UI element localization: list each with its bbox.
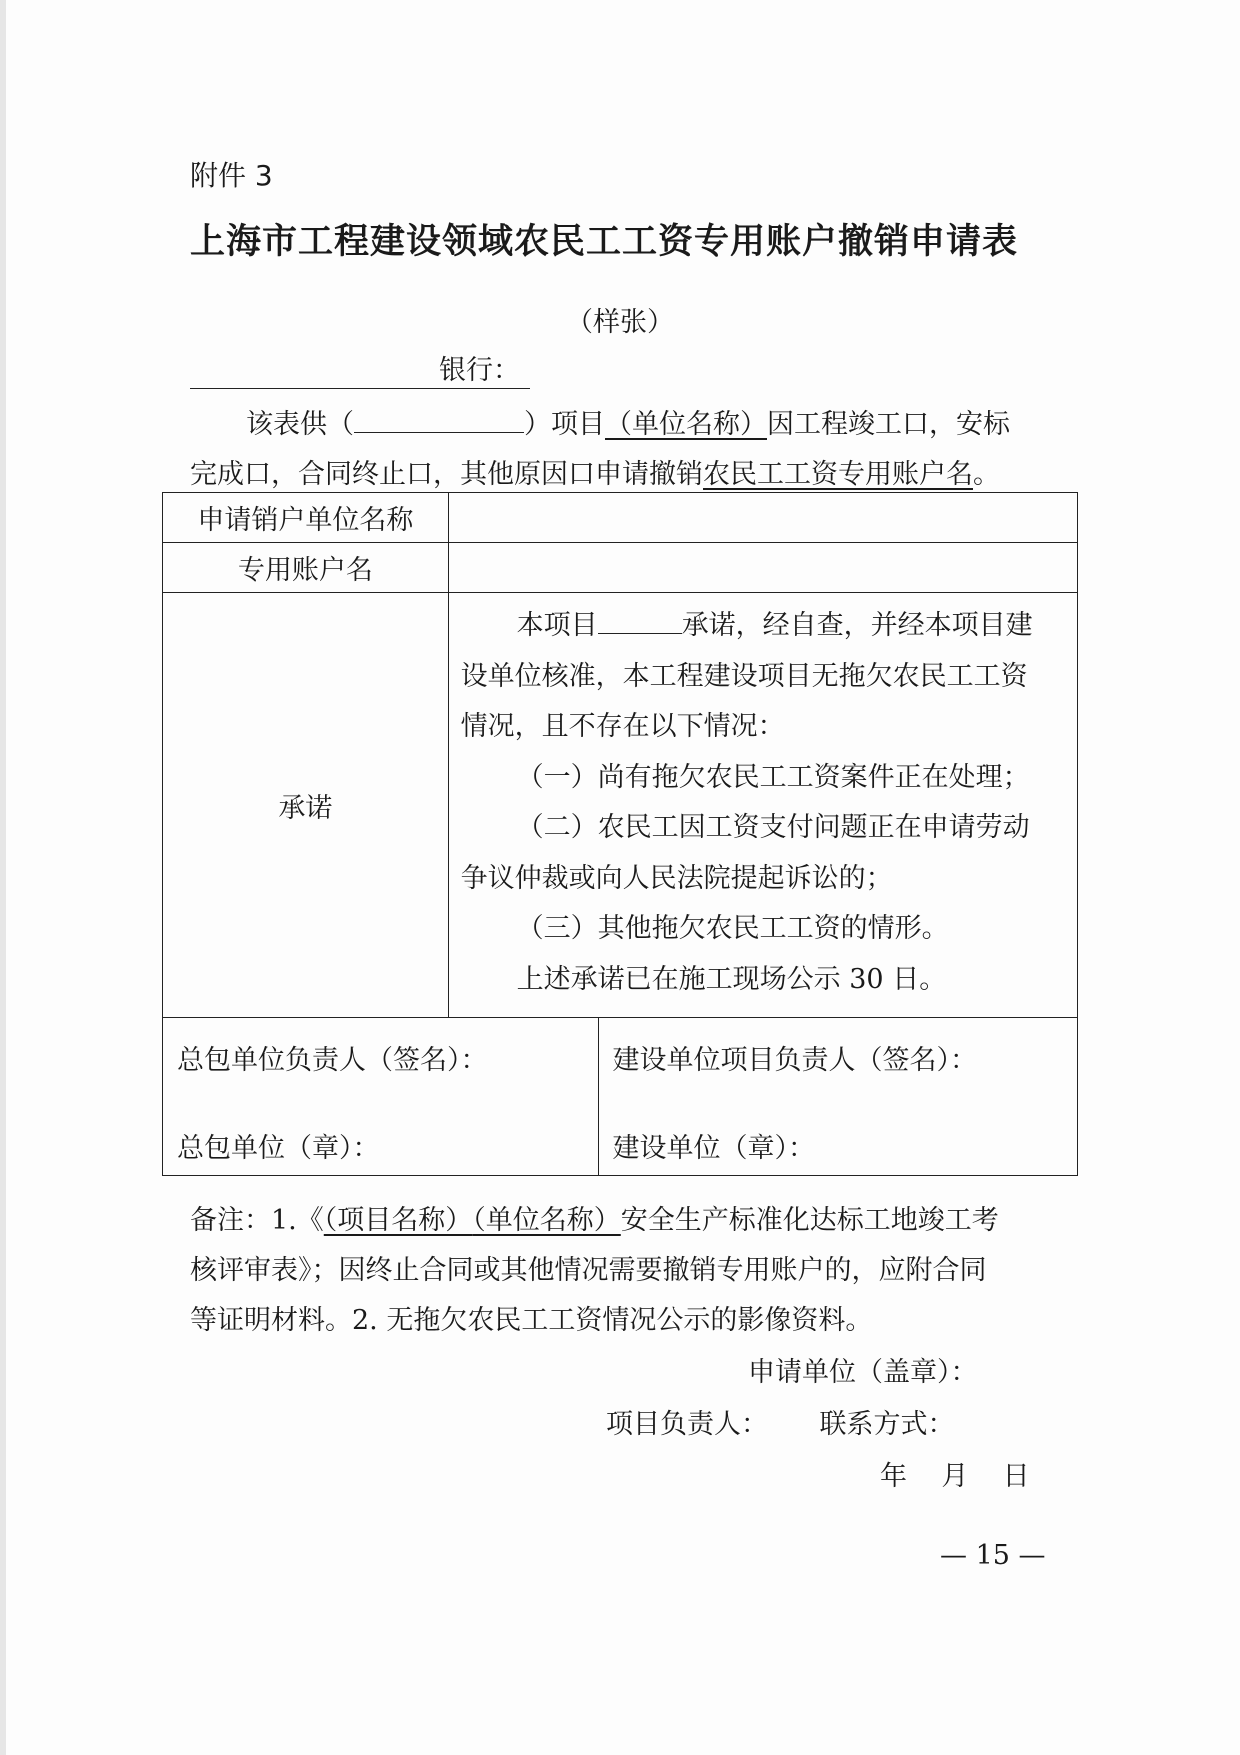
intro-paragraph [190, 400, 1070, 500]
pledge-line-6: 争议仲裁或向人民法院提起诉讼的； [460, 862, 893, 894]
account-name-placeholder: 农民工工资专用账户名 [703, 459, 973, 490]
intro-text-5: 。 [973, 459, 1000, 490]
pledge-line-3: 情况，且不存在以下情况： [460, 711, 785, 742]
contractor-signature-cell[interactable] [163, 1018, 599, 1176]
intro-text-3: 因工程竣工口，安标 [767, 409, 1010, 440]
project-blank[interactable] [354, 406, 524, 433]
owner-lead-sign-label: 建设单位项目负责人（签名）： [612, 1045, 977, 1076]
note-text-2: 安全生产标准化达标工地竣工考 [620, 1205, 999, 1236]
account-name-field[interactable] [448, 543, 1077, 593]
bank-field[interactable] [190, 354, 530, 389]
owner-seal-label: 建设单位（章）： [612, 1133, 815, 1164]
note-line-3: 等证明材料。2. 无拖欠农民工工资情况公示的影像资料。 [190, 1305, 873, 1336]
intro-text-4: 完成口，合同终止口，其他原因口申请撤销 [190, 459, 703, 490]
account-name-label: 专用账户名 [163, 543, 449, 593]
bank-label: 银行： [439, 355, 520, 386]
applicant-unit-field[interactable] [448, 493, 1077, 543]
note-line-2: 核评审表》；因终止合同或其他情况需要撤销专用账户的，应附合同 [190, 1255, 987, 1286]
pledge-line-4: （一）尚有拖欠农民工工资案件正在处理； [516, 761, 1030, 793]
scan-edge [0, 0, 6, 1755]
owner-signature-cell[interactable] [598, 1018, 1078, 1176]
applicant-unit-label: 申请销户单位名称 [163, 493, 449, 543]
pledge-line-8: 上述承诺已在施工现场公示 30 日。 [516, 963, 947, 995]
sample-subtitle: （样张） [566, 307, 674, 338]
note-unit-name: （单位名称） [472, 1205, 621, 1236]
pledge-blank[interactable] [598, 607, 682, 634]
remarks [190, 1196, 1070, 1346]
pledge-line-1a: 本项目 [516, 610, 598, 641]
contractor-seal-label: 总包单位（章）： [177, 1133, 380, 1164]
intro-text-2: ）项目 [524, 409, 605, 440]
pledge-content [448, 593, 1077, 1018]
pledge-line-1b: 承诺，经自查，并经本项目建 [681, 610, 1033, 641]
application-table [162, 492, 1078, 1176]
date-line: 年 月 日 [880, 1461, 1030, 1492]
unit-name-placeholder: （单位名称） [605, 409, 767, 440]
contractor-lead-sign-label: 总包单位负责人（签名）： [177, 1045, 488, 1076]
annex-label: 附件 3 [190, 159, 273, 192]
pledge-line-7: （三）其他拖欠农民工工资的情形。 [516, 913, 949, 944]
pledge-line-2: 设单位核准，本工程建设项目无拖欠农民工工资 [460, 660, 1028, 692]
page-title: 上海市工程建设领域农民工工资专用账户撤销申请表 [190, 222, 1019, 262]
note-text-1: 备注：1.《 [190, 1205, 324, 1236]
note-project-name: （项目名称） [323, 1205, 473, 1236]
applicant-seal-label: 申请单位（盖章）： [748, 1357, 978, 1388]
pledge-line-5: （二）农民工因工资支付问题正在申请劳动 [516, 812, 1030, 843]
intro-text-1: 该表供（ [246, 409, 354, 440]
pledge-label: 承诺 [163, 593, 449, 1018]
page-number: — 15 — [940, 1540, 1046, 1571]
contact-line: 项目负责人： 联系方式： [606, 1409, 955, 1440]
